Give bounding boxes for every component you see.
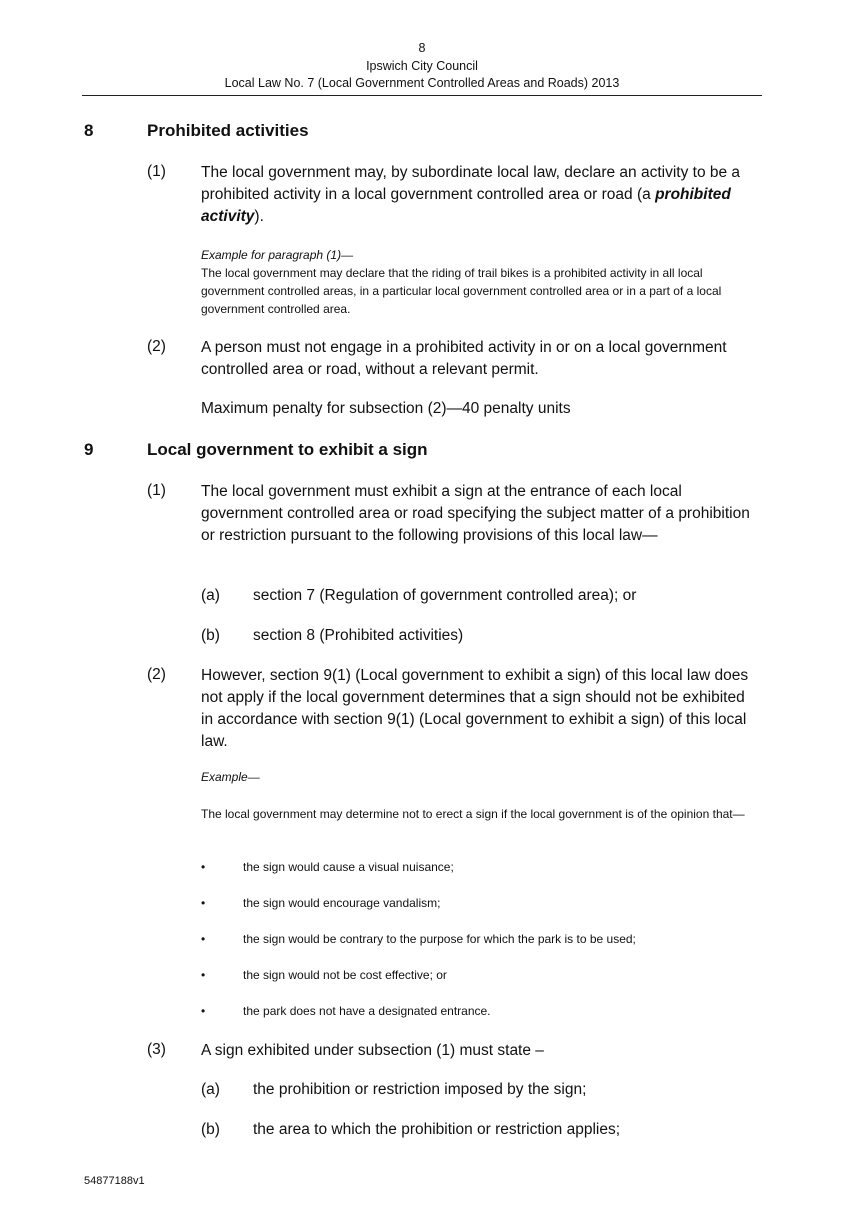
- s9-p1-item-b-label: (b): [201, 627, 220, 644]
- list-item: the sign would not be cost effective; or: [243, 968, 447, 982]
- s8-p1-text-before: The local government may, by subordinate local law, declare an activity to be a prohibited activity in a local government controlled area or road (a: [201, 164, 741, 203]
- bullet-icon: •: [201, 968, 206, 982]
- s9-p3-label: (3): [147, 1041, 166, 1058]
- section-8-title: Prohibited activities: [147, 121, 309, 140]
- list-item: the sign would be contrary to the purpose for which the park is to be used;: [243, 932, 636, 946]
- s8-p2-label: (2): [147, 338, 166, 355]
- s9-p3-item-b-label: (b): [201, 1121, 220, 1138]
- s8-example-heading: Example for paragraph (1)—: [201, 248, 354, 262]
- s9-example-text: The local government may determine not to erect a sign if the local government is of the opinion that—: [201, 807, 745, 821]
- list-item: the sign would cause a visual nuisance;: [243, 860, 454, 874]
- s9-p1-text: The local government must exhibit a sign at the entrance of each local government controlled area or road specifying the subject matter of a prohibition or restriction pursuant to the following provisions of this local law—: [201, 483, 750, 544]
- s8-p1-text: [201, 162, 761, 228]
- council-name: Ipswich City Council: [366, 58, 478, 73]
- s9-p3-item-b-text: the area to which the prohibition or restriction applies;: [253, 1121, 621, 1138]
- s8-penalty: Maximum penalty for subsection (2)—40 penalty units: [201, 400, 571, 417]
- header-divider: [82, 95, 762, 96]
- s9-p1-item-a-text: section 7 (Regulation of government controlled area); or: [253, 587, 637, 604]
- list-item: the park does not have a designated entrance.: [243, 1004, 491, 1018]
- section-9-number: 9: [84, 440, 94, 459]
- section-8-number: 8: [84, 121, 94, 140]
- page-header: [82, 40, 762, 93]
- s9-example-heading: Example—: [201, 770, 260, 784]
- s9-p2-text: However, section 9(1) (Local government to exhibit a sign) of this local law does not apply if the local government determines that a sign should not be exhibited in accordance with section 9(1) (Local government to exhibit a sign) of this local law.: [201, 667, 749, 750]
- s9-p2-label: (2): [147, 666, 166, 683]
- defined-term: prohibited activity: [201, 186, 731, 225]
- s8-p1-label: (1): [147, 163, 166, 180]
- s9-p3-item-a-text: the prohibition or restriction imposed by the sign;: [253, 1081, 587, 1098]
- s8-p2-text: A person must not engage in a prohibited activity in or on a local government controlled area or road, without a relevant permit.: [201, 339, 727, 378]
- bullet-icon: •: [201, 896, 206, 910]
- s9-p3-text: A sign exhibited under subsection (1) must state –: [201, 1042, 544, 1059]
- s8-p1-text-after: ).: [254, 208, 264, 225]
- s9-p3-item-a-label: (a): [201, 1081, 220, 1098]
- bullet-icon: •: [201, 1004, 206, 1018]
- s9-p1-item-a-label: (a): [201, 587, 220, 604]
- list-item: the sign would encourage vandalism;: [243, 896, 441, 910]
- document-id: 54877188v1: [84, 1175, 145, 1187]
- section-9-title: Local government to exhibit a sign: [147, 440, 428, 459]
- law-title: Local Law No. 7 (Local Government Controlled Areas and Roads) 2013: [224, 76, 620, 90]
- page-number: 8: [418, 41, 426, 55]
- s9-p1-label: (1): [147, 482, 166, 499]
- s9-p1-item-b-text: section 8 (Prohibited activities): [253, 627, 464, 644]
- bullet-icon: •: [201, 932, 206, 946]
- s8-example-text: The local government may declare that the riding of trail bikes is a prohibited activity in all local government controlled areas, in a particular local government controlled area or in a part of a local government controlled area.: [201, 266, 722, 316]
- bullet-icon: •: [201, 860, 206, 874]
